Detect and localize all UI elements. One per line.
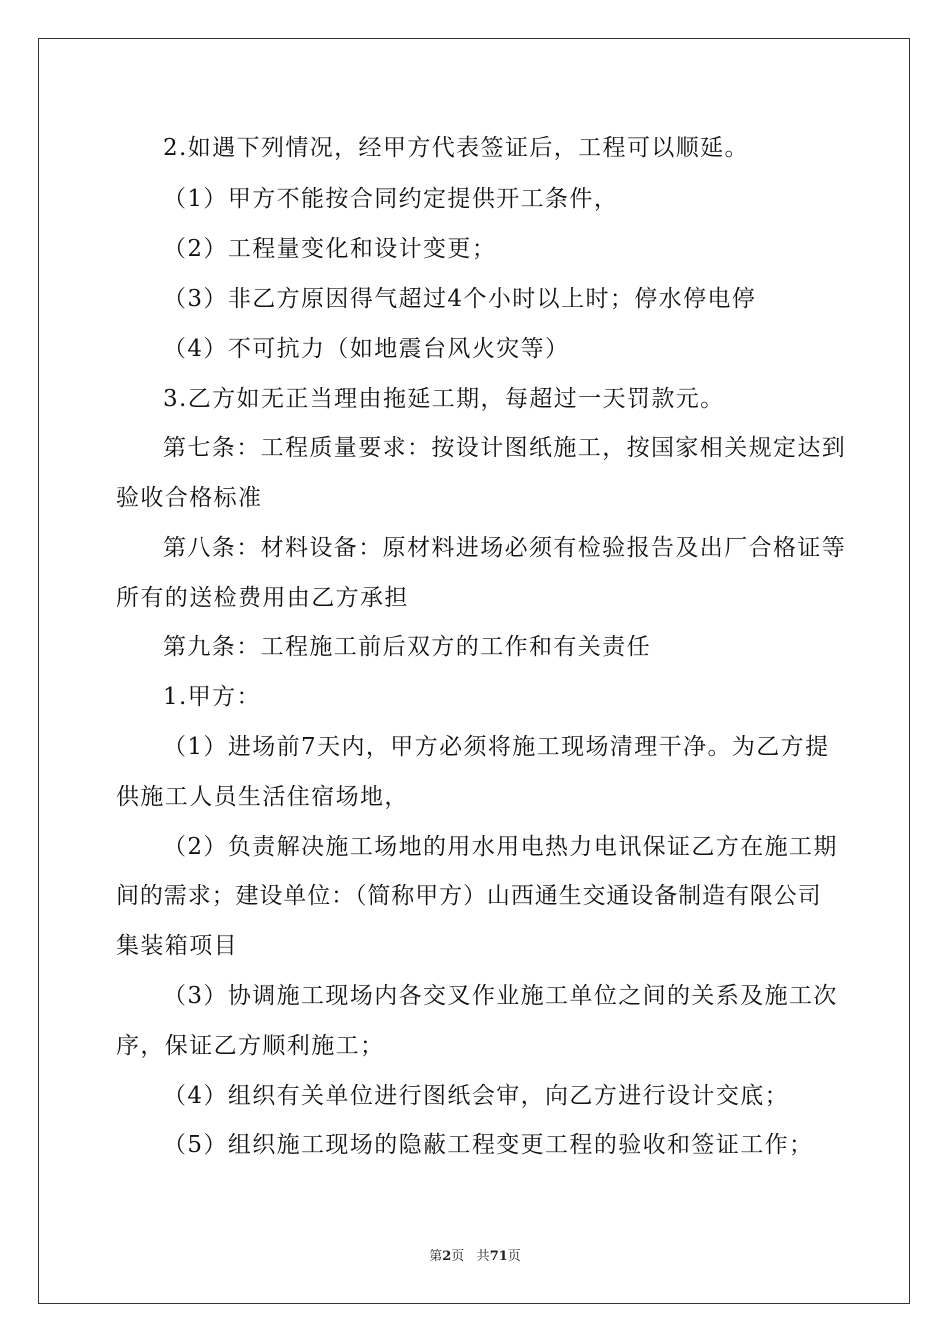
paragraph-line: （1）甲方不能按合同约定提供开工条件， xyxy=(163,186,619,212)
paragraph-line: （4）组织有关单位进行图纸会审，向乙方进行设计交底； xyxy=(163,1083,790,1109)
paragraph-line: 集装箱项目 xyxy=(116,933,238,959)
paragraph-line: （3）协调施工现场内各交叉作业施工单位之间的关系及施工次 xyxy=(163,983,838,1009)
paragraph-line: （2）负责解决施工场地的用水用电热力电讯保证乙方在施工期 xyxy=(163,834,838,860)
footer-total-suffix: 页 xyxy=(507,1249,521,1264)
footer-page-prefix: 第 xyxy=(429,1249,443,1264)
paragraph-line: （3）非乙方原因得气超过4个小时以上时；停水停电停 xyxy=(163,286,757,312)
paragraph-line: （4）不可抗力（如地震台风火灾等） xyxy=(163,336,570,362)
paragraph-line: （2）工程量变化和设计变更； xyxy=(163,236,497,262)
paragraph-line: （5）组织施工现场的隐蔽工程变更工程的验收和签证工作； xyxy=(163,1132,814,1158)
paragraph-line: 序，保证乙方顺利施工； xyxy=(116,1033,385,1059)
page-footer xyxy=(0,1245,950,1264)
paragraph-line: 第九条：工程施工前后双方的工作和有关责任 xyxy=(163,634,651,660)
paragraph-line: 2.如遇下列情况，经甲方代表签证后，工程可以顺延。 xyxy=(163,135,749,161)
paragraph-line: 所有的送检费用由乙方承担 xyxy=(116,585,409,611)
footer-page-number: 2 xyxy=(442,1249,452,1264)
paragraph-line: 第七条：工程质量要求：按设计图纸施工，按国家相关规定达到 xyxy=(163,435,847,461)
paragraph-line: 验收合格标准 xyxy=(116,485,263,511)
paragraph-line: 第八条：材料设备：原材料进场必须有检验报告及出厂合格证等 xyxy=(163,535,847,561)
paragraph-line: （1）进场前7天内，甲方必须将施工现场清理干净。为乙方提 xyxy=(163,734,830,760)
footer-page-suffix: 页 xyxy=(451,1249,465,1264)
paragraph-line: 间的需求；建设单位：（简称甲方）山西通生交通设备制造有限公司 xyxy=(116,883,822,909)
paragraph-line: 供施工人员生活住宿场地， xyxy=(116,784,409,810)
paragraph-line: 3.乙方如无正当理由拖延工期，每超过一天罚款元。 xyxy=(163,386,725,412)
footer-total-pages: 71 xyxy=(489,1249,508,1264)
paragraph-line: 1.甲方： xyxy=(163,684,261,710)
footer-total-prefix: 共 xyxy=(476,1249,490,1264)
page-frame xyxy=(38,38,910,1304)
